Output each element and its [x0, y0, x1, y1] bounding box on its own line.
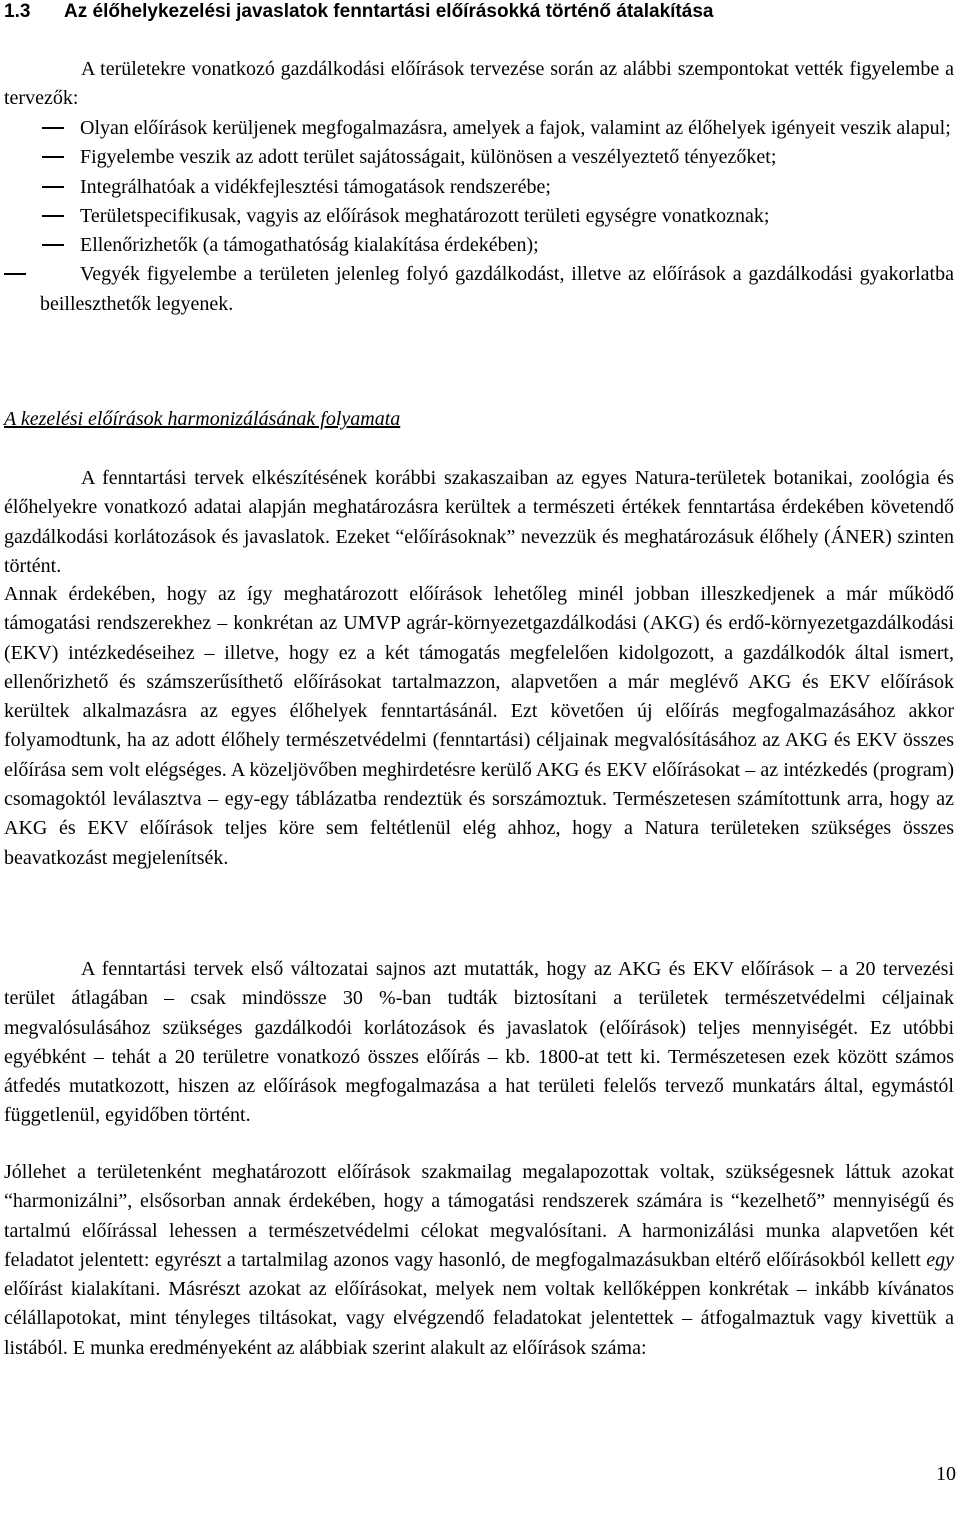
dash-bullet-icon: [42, 215, 64, 217]
paragraph-4: A fenntartási tervek első változatai sajnos azt mutatták, hogy az AKG és EKV előírások – a 20 tervezési terület átlagában – csak mindössze 30 %-ban tudták biztosítani a területek természetvédelmi céljainak megvalósulásához szükséges gazdálkodói korlátozások és javaslatok (előírások) teljes mennyiségét. Ez utóbbi egyébként – tehát a 20 területre vonatkozó összes előírás – kb. 1800-at tett ki. Természetesen ezek között számos átfedés mutatkozott, hiszen az előírások megfogalmazása a hat területi felelős tervező munkatárs által, egymástól függetlenül, egyidőben történt.: [4, 958, 954, 1127]
list-item: [4, 260, 954, 319]
list-item: [4, 231, 954, 260]
list-item: [4, 173, 954, 202]
paragraph-5: [4, 1158, 954, 1363]
paragraph-5-italic: egy: [926, 1248, 954, 1271]
list-item-text: Ellenőrizhetők (a támogathatóság kialakítása érdekében);: [80, 234, 539, 257]
list-item: [4, 202, 954, 231]
section-number: 1.3: [4, 1, 31, 22]
list-item-text: Vegyék figyelembe a területen jelenleg folyó gazdálkodást, illetve az előírások a gazdálkodási gyakorlatba beilleszthetők legyenek.: [40, 263, 954, 315]
dash-bullet-icon: [42, 127, 64, 129]
paragraph-5-part-2: előírást kialakítani. Másrészt azokat az előírásokat, melyek nem voltak kellőképpen konkrétak – inkább kívánatos célállapotokat, mint tényleges tiltásokat, vagy elvégzendő feladatokat jelentettek – átfogalmaztuk vagy kivettük a listából. E munka eredményeként az alábbiak szerint alakult az előírások száma:: [4, 1278, 954, 1359]
list-item-text: Figyelembe veszik az adott terület sajátosságait, különösen a veszélyeztető tényezőket;: [80, 146, 777, 169]
list-item-text: Területspecifikusak, vagyis az előírások meghatározott területi egységre vonatkoznak;: [80, 204, 770, 227]
intro-paragraph: A területekre vonatkozó gazdálkodási előírások tervezése során az alábbi szempontokat vették figyelembe a tervezők:: [4, 58, 954, 110]
dash-bullet-icon: [4, 273, 26, 275]
section-heading: [4, 0, 954, 24]
list-item: [4, 143, 954, 172]
page-number: 10: [936, 1463, 956, 1485]
paragraph-2: A fenntartási tervek elkészítésének korábbi szakaszaiban az egyes Natura-területek botanikai, zoológia és élőhelyekre vonatkozó adatai alapján meghatározásra kerültek a természeti értékek fenntartása érdekében követendő gazdálkodási korlátozások és javaslatok. Ezeket “előírásoknak” nevezzük és meghatározásuk élőhely (ÁNER) szinten történt.: [4, 467, 954, 577]
criteria-list: [4, 114, 954, 319]
dash-bullet-icon: [42, 244, 64, 246]
dash-bullet-icon: [42, 186, 64, 188]
dash-bullet-icon: [42, 156, 64, 158]
list-item: [4, 114, 954, 143]
paragraph-3: Annak érdekében, hogy az így meghatározott előírások lehetőleg minél jobban illeszkedjenek a már működő támogatási rendszerekhez – konkrétan az UMVP agrár-környezetgazdálkodási (AKG) és erdő-környezetgazdálkodási (EKV) intézkedéseihez – illetve, hogy ez a két támogatás megfelelően kidolgozott, a gazdálkodók által ismert, ellenőrizhető és számszerűsíthető előírásokat tartalmazzon, alapvetően a már meglévő AKG és EKV előírások kerültek alkalmazásra az egyes élőhelyek fenntartásánál. Ezt követően új előírás megfogalmazásához akkor folyamodtunk, ha az adott élőhely természetvédelmi (fenntartási) céljainak megvalósításához az AKG és EKV összes előírása sem volt elégséges. A közeljövőben meghirdetésre kerülő AKG és EKV előírásokat – az intézkedés (program) csomagoktól leválasztva – egy-egy táblázatba rendeztük és sorszámoztuk. Természetesen számítottunk arra, hogy az AKG és EKV előírások teljes köre sem feltétlenül elég ahhoz, hogy a Natura területeken szükséges összes beavatkozást megjelenítsék.: [4, 583, 954, 869]
section-title: Az élőhelykezelési javaslatok fenntartási előírásokká történő átalakítása: [64, 1, 714, 22]
list-item-text: Integrálhatóak a vidékfejlesztési támogatások rendszerébe;: [80, 175, 551, 198]
list-item-text: Olyan előírások kerüljenek megfogalmazásra, amelyek a fajok, valamint az élőhelyek igényeit veszik alapul;: [80, 117, 951, 139]
subheading: A kezelési előírások harmonizálásának folyamata: [4, 408, 401, 430]
paragraph-5-part-1: Jóllehet a területenként meghatározott előírások szakmailag megalapozottak voltak, szükségesnek láttuk azokat “harmonizálni”, elsősorban annak érdekében, hogy a támogatási rendszerek számára is “kezelhető” mennyiségű és tartalmú előírással lehessen a természetvédelmi célokat megvalósítani. A harmonizálási munka alapvetően két feladatot jelentett: egyrészt a tartalmilag azonos vagy hasonló, de megfogalmazásukban eltérő előírásokból kellett: [4, 1161, 954, 1271]
